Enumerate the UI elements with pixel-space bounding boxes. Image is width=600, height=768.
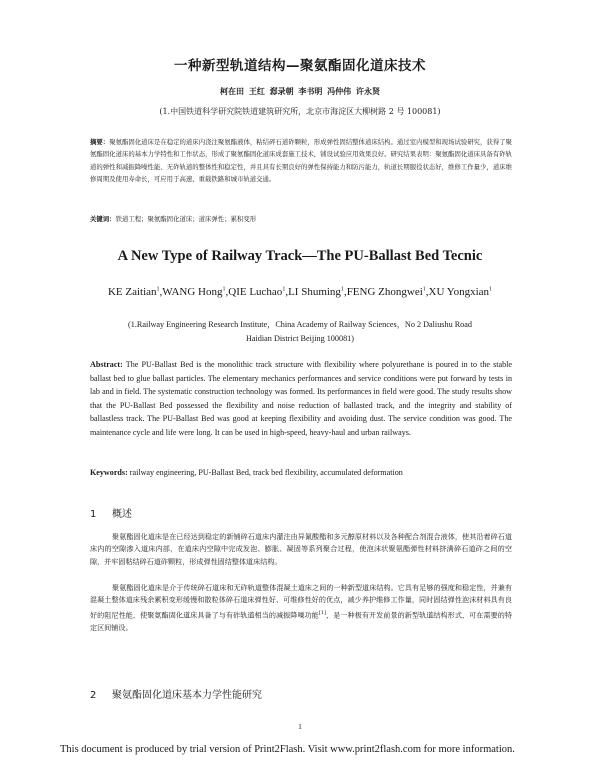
- author-name: LI Shuming: [288, 286, 341, 298]
- author-affiliation-mark: 1: [422, 286, 426, 293]
- english-affiliation-line2: Haidian District Beijing 100081): [245, 333, 354, 343]
- chinese-keywords-label: 关键词：: [90, 215, 116, 223]
- author-affiliation-mark: 1: [222, 286, 226, 293]
- paragraph-text: ，是一种极有开发前景的新型轨道结构形式，可在需要的特定区间铺设。: [90, 610, 513, 632]
- english-affiliation-line1: (1.Railway Engineering Research Institute，China Academy of Railway Sciences，No 2 Daliushu Road: [127, 320, 473, 329]
- english-keywords-text: railway engineering, PU-Ballast Bed, track bed flexibility, accumulated deformation: [127, 468, 403, 477]
- author-name: FENG Zhongwei: [346, 286, 423, 298]
- chinese-keywords-text: 铁道工程；聚氨酯固化道床；道床弹性；累积变形: [115, 215, 257, 223]
- paragraph-text: 聚氨酯固化道床是在已经达到稳定的新铺碎石道床内灌注由异氰酸酯和多元醇原材料以及各种配合剂混合液体，使其沿着碎石道床内的空隙渗入道床内部，在道床内空隙中完成发泡、膨胀、凝固等系列聚合过程，使泡沫状聚氨酯弹性材料挤满碎石道砟之间的空隙，并牢固粘结碎石道砟颗粒，形成弹性固结整体道床结构。: [90, 532, 512, 566]
- section-heading-2: [90, 686, 262, 701]
- body-paragraph: [90, 582, 512, 634]
- english-title: A New Type of Railway Track—The PU-Ballast Bed Tecnic: [117, 248, 483, 264]
- english-abstract: [90, 358, 512, 439]
- english-abstract-text: The PU-Ballast Bed is the monolithic track structure with flexibility where polyurethane is poured in to the stable ballast bed to glue ballast particles. The elementary mechanics performances and service conditions were put forward by tests in lab and in field. The systematic construction technology was formed. Its performances in field were good. The study results show that the PU-Ballast Bed possessed the flexibility and noise reduction of ballasted track, and the integrity and stability of ballastless track. The PU-Ballast Bed was good at keeping flexibility and avoiding dust. The service condition was good. The maintenance cycle and life were long. It can be used in high-speed, heavy-haul and urban railways.: [90, 360, 512, 437]
- section-number: 1: [90, 509, 97, 520]
- author-name: WANG Hong: [162, 286, 223, 298]
- section-title: 聚氨酯固化道床基本力学性能研究: [112, 690, 262, 701]
- chinese-keywords: [90, 214, 512, 223]
- english-abstract-label: Abstract:: [90, 360, 123, 369]
- paragraph-text: 聚氨酯固化道床是介于传统碎石道床和无砟轨道整体混凝土道床之间的一种新型道床结构。它具有足够的强度和稳定性，并兼有混凝土整体道床残余累积变形缓慢和散粒体碎石道床弹性好、可维修性好的优点，减少养护维修工作量，同时固结弹性泡沫材料具有良好的阻尼性能，使聚氨酯固化道床具备了与有砟轨道相当的减振降噪功能: [90, 583, 512, 620]
- author-affiliation-mark: 1: [282, 286, 286, 293]
- chinese-abstract: [90, 136, 512, 186]
- page-number: 1: [298, 722, 302, 731]
- author-affiliation-mark: 1: [340, 286, 344, 293]
- chinese-title: 一种新型轨道结构—聚氨酯固化道床技术: [174, 58, 426, 74]
- chinese-affiliation: (1.中国铁道科学研究院铁道建筑研究所，北京市海淀区大柳树路 2 号 100081): [159, 107, 441, 116]
- english-keywords-label: Keywords:: [90, 468, 128, 477]
- english-keywords: [90, 468, 512, 477]
- section-number: 2: [90, 690, 97, 701]
- section-heading-1: [90, 505, 132, 520]
- author-affiliation-mark: 1: [489, 286, 493, 293]
- chinese-abstract-label: 摘要：: [90, 138, 110, 146]
- chinese-authors: 柯在田 王红 郄录朝 李书明 冯仲伟 许永贤: [220, 86, 380, 96]
- chinese-abstract-text: 聚氨酯固化道床是在稳定的道床内浇注聚氨酯液体，粘结碎石道砟颗粒，形成弹性固结整体道床结构。通过室内模型和现场试验研究，获得了聚氨酯固化道床的基本力学特性和工作状态，形成了聚氨酯固化道床成套施工技术，铺设试验应用效果良好。研究结果表明：聚氨酯固化道床具备有砟轨道的弹性和减振降噪性能、无砟轨道的整体性和稳定性，并且具有长期良好的弹性保持能力和防污能力，轨道长期服役状态好，维修工作量少，道床维修周期及使用寿命长，可应用于高速、重载铁路和城市轨道交通。: [90, 138, 513, 184]
- author-name: QIE Luchao: [228, 286, 283, 298]
- author-name: XU Yongxian: [428, 286, 490, 298]
- citation-reference: [1]: [318, 609, 327, 616]
- author-affiliation-mark: 1: [156, 286, 160, 293]
- english-authors: KE Zaitian$^1$,WANG Hong$^1$,QIE Luchao$^1$,LI Shuming$^1$,FENG Zhongwei$^1$,XU Yongxian$^1$: [107, 286, 493, 298]
- english-affiliation: [100, 318, 500, 345]
- body-paragraph: [90, 531, 512, 568]
- trial-watermark: This document is produced by trial version of Print2Flash. Visit www.print2flash.com for more information.: [60, 744, 515, 755]
- author-name: KE Zaitian: [107, 286, 157, 298]
- section-title: 概述: [112, 509, 132, 520]
